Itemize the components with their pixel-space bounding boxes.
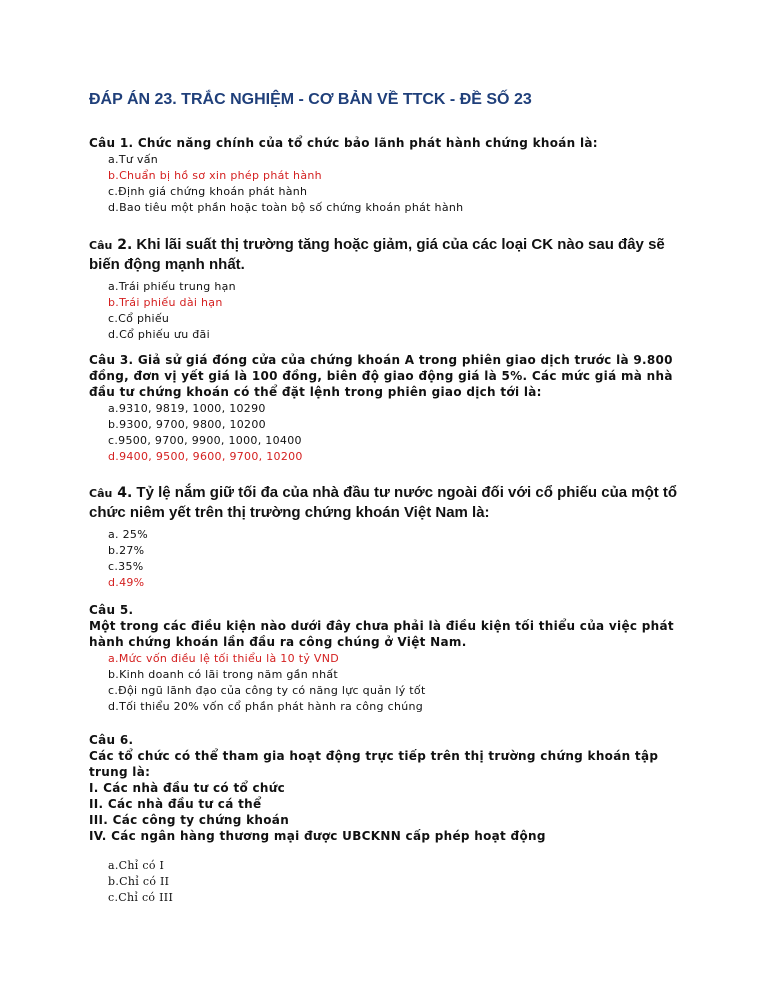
statement-1: I. Các nhà đầu tư có tổ chức: [89, 781, 286, 795]
option-a-correct: a.Mức vốn điều lệ tối thiểu là 10 tỷ VND: [108, 652, 340, 665]
question-1-prompt: Chức năng chính của tổ chức bảo lãnh phát hành chứng khoán là:: [133, 136, 598, 150]
option-c: c.35%: [108, 560, 144, 573]
option-d-correct: d.49%: [108, 576, 145, 589]
question-2-prompt: Khi lãi suất thị trường tăng hoặc giảm, giá của các loại CK nào sau đây sẽ biến động mạnh nhất.: [89, 236, 665, 273]
option-d-correct: d.9400, 9500, 9600, 9700, 10200: [108, 450, 303, 463]
option-c: c.Đội ngũ lãnh đạo của công ty có năng lực quản lý tốt: [108, 684, 426, 697]
option-c: c.Cổ phiếu: [108, 312, 170, 325]
question-1-text: [89, 135, 689, 151]
option-b: b.9300, 9700, 9800, 10200: [108, 418, 266, 431]
question-6-label: Câu 6.: [89, 733, 134, 747]
option-a: a.Trái phiếu trung hạn: [108, 280, 236, 293]
option-d: d.Bao tiêu một phần hoặc toàn bộ số chứng khoán phát hành: [108, 201, 464, 214]
question-5-prompt: Một trong các điều kiện nào dưới đây chưa phải là điều kiện tối thiểu của việc phát hành chứng khoán lần đầu ra công chúng ở Việt Nam.: [89, 619, 674, 649]
option-c: c.9500, 9700, 9900, 1000, 10400: [108, 434, 302, 447]
statement-2: II. Các nhà đầu tư cá thể: [89, 797, 262, 811]
question-2-label: Câu 2.: [89, 237, 133, 253]
question-3-options: [108, 401, 689, 465]
option-c: c.Định giá chứng khoán phát hành: [108, 185, 308, 198]
option-b-correct: b.Chuẩn bị hồ sơ xin phép phát hành: [108, 169, 322, 182]
question-4-text: [89, 483, 689, 522]
question-4-prompt: Tỷ lệ nắm giữ tối đa của nhà đầu tư nước ngoài đối với cổ phiếu của một tổ chức niêm yết trên thị trường chứng khoán Việt Nam là:: [89, 484, 678, 521]
question-2: [89, 235, 689, 343]
option-a: a. 25%: [108, 528, 148, 541]
option-d: d.Cổ phiếu ưu đãi: [108, 328, 210, 341]
option-c: c.Chỉ có III: [108, 891, 174, 904]
question-2-text: [89, 235, 689, 274]
question-1-options: [108, 152, 689, 216]
question-4: [89, 483, 689, 591]
question-5-label: Câu 5.: [89, 603, 134, 617]
option-b: b.Kinh doanh có lãi trong năm gần nhất: [108, 668, 338, 681]
option-b-correct: b.Trái phiếu dài hạn: [108, 296, 223, 309]
question-3-text: [89, 352, 689, 400]
question-3: [89, 352, 689, 465]
option-d: d.Tối thiểu 20% vốn cổ phần phát hành ra công chúng: [108, 700, 424, 713]
question-5: [89, 602, 689, 715]
option-a: a.Tư vấn: [108, 153, 159, 166]
question-1: [89, 135, 689, 216]
question-2-options: [108, 279, 689, 343]
question-5-options: [108, 651, 689, 715]
statement-4: IV. Các ngân hàng thương mại được UBCKNN cấp phép hoạt động: [89, 829, 546, 843]
question-1-label: Câu 1.: [89, 136, 134, 150]
document-title: ĐÁP ÁN 23. TRẮC NGHIỆM - CƠ BẢN VỀ TTCK - ĐỀ SỐ 23: [89, 91, 532, 108]
question-3-label: Câu 3.: [89, 353, 134, 367]
question-4-options: [108, 527, 689, 591]
question-6-prompt: Các tổ chức có thể tham gia hoạt động trực tiếp trên thị trường chứng khoán tập trung là:: [89, 749, 659, 779]
question-4-label: Câu 4.: [89, 485, 133, 501]
question-6-options: [108, 858, 689, 906]
option-b: b.27%: [108, 544, 145, 557]
option-a: a.9310, 9819, 1000, 10290: [108, 402, 266, 415]
question-3-prompt: Giả sử giá đóng cửa của chứng khoán A trong phiên giao dịch trước là 9.800 đồng, đơn vị yết giá là 100 đồng, biên độ giao động giá là 5%. Các mức giá mà nhà đầu tư chứng khoán có thể đặt lệnh trong phiên giao dịch tới là:: [89, 353, 673, 399]
option-b: b.Chỉ có II: [108, 875, 170, 888]
option-a: a.Chỉ có I: [108, 859, 165, 872]
statement-3: III. Các công ty chứng khoán: [89, 813, 290, 827]
question-6: [89, 732, 689, 906]
